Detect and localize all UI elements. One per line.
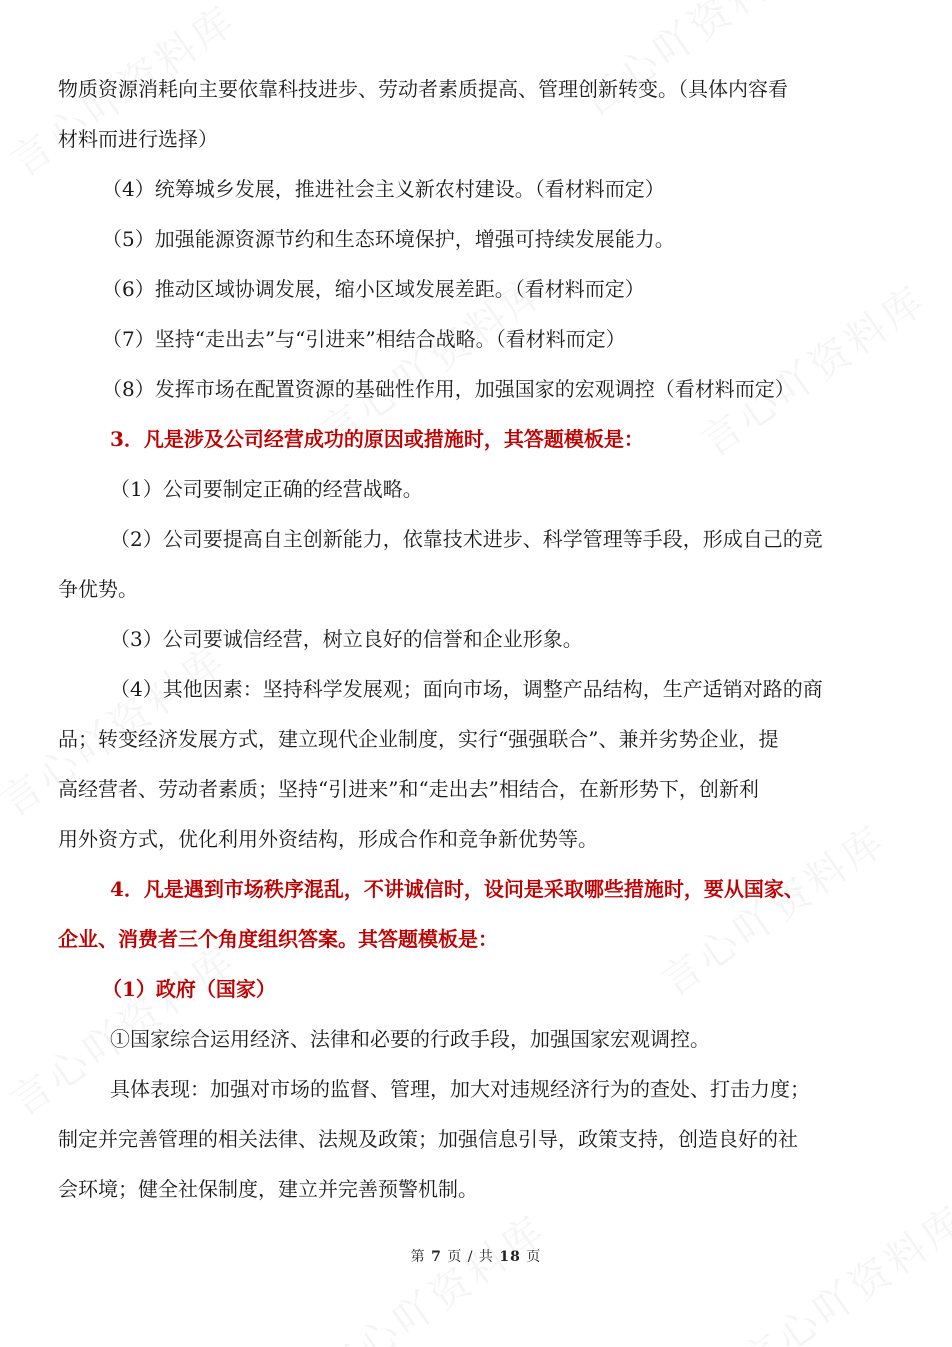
text-line: 具体表现：加强对市场的监督、管理，加大对违规经济行为的查处、打击力度； bbox=[110, 1076, 810, 1101]
footer-mid: 页 / 共 bbox=[447, 1249, 494, 1265]
footer-page-number: 7 bbox=[431, 1249, 442, 1265]
text-line: 材料而进行选择） bbox=[58, 126, 218, 151]
text-line: 4．凡是遇到市场秩序混乱，不讲诚信时，设问是采取哪些措施时，要从国家、 bbox=[110, 876, 804, 901]
text-line: （3）公司要诚信经营，树立良好的信誉和企业形象。 bbox=[110, 626, 583, 651]
watermark-text bbox=[308, 1199, 557, 1347]
text-line: 3．凡是涉及公司经营成功的原因或措施时，其答题模板是： bbox=[110, 426, 644, 451]
text-line: ①国家综合运用经济、法律和必要的行政手段，加强国家宏观调控。 bbox=[110, 1026, 710, 1051]
text-line: （4）其他因素：坚持科学发展观；面向市场，调整产品结构，生产适销对路的商 bbox=[110, 676, 823, 701]
text-line: 高经营者、劳动者素质；坚持“引进来”和“走出去”相结合，在新形势下，创新利 bbox=[58, 776, 759, 801]
text-line: 争优势。 bbox=[58, 576, 138, 601]
text-line: （8）发挥市场在配置资源的基础性作用，加强国家的宏观调控（看材料而定） bbox=[102, 376, 795, 401]
text-line: （7）坚持“走出去”与“引进来”相结合战略。（看材料而定） bbox=[102, 326, 626, 351]
footer-prefix: 第 bbox=[410, 1249, 426, 1265]
text-line: 会环境；健全社保制度，建立并完善预警机制。 bbox=[58, 1176, 478, 1201]
text-line: （4）统筹城乡发展，推进社会主义新农村建设。（看材料而定） bbox=[102, 176, 665, 201]
text-line: 制定并完善管理的相关法律、法规及政策；加强信息引导，政策支持，创造良好的社 bbox=[58, 1126, 798, 1151]
text-line: （1）政府（国家） bbox=[102, 976, 276, 1001]
text-line: （1）公司要制定正确的经营战略。 bbox=[110, 476, 423, 501]
text-line: 用外资方式，优化利用外资结构，形成合作和竞争新优势等。 bbox=[58, 826, 598, 851]
footer-total-pages: 18 bbox=[499, 1249, 521, 1265]
text-line: （6）推动区域协调发展，缩小区域发展差距。（看材料而定） bbox=[102, 276, 645, 301]
page-footer bbox=[0, 1246, 952, 1266]
text-line: 品；转变经济发展方式，建立现代企业制度，实行“强强联合”、兼并劣势企业，提 bbox=[58, 726, 779, 751]
document-body bbox=[58, 64, 898, 1214]
text-line: （2）公司要提高自主创新能力，依靠技术进步、科学管理等手段，形成自己的竞 bbox=[110, 526, 823, 551]
text-line: 物质资源消耗向主要依靠科技进步、劳动者素质提高、管理创新转变。（具体内容看 bbox=[58, 76, 788, 101]
text-line: （5）加强能源资源节约和生态环境保护，增强可持续发展能力。 bbox=[102, 226, 675, 251]
footer-suffix: 页 bbox=[526, 1249, 542, 1265]
text-line: 企业、消费者三个角度组织答案。其答题模板是： bbox=[58, 926, 498, 951]
